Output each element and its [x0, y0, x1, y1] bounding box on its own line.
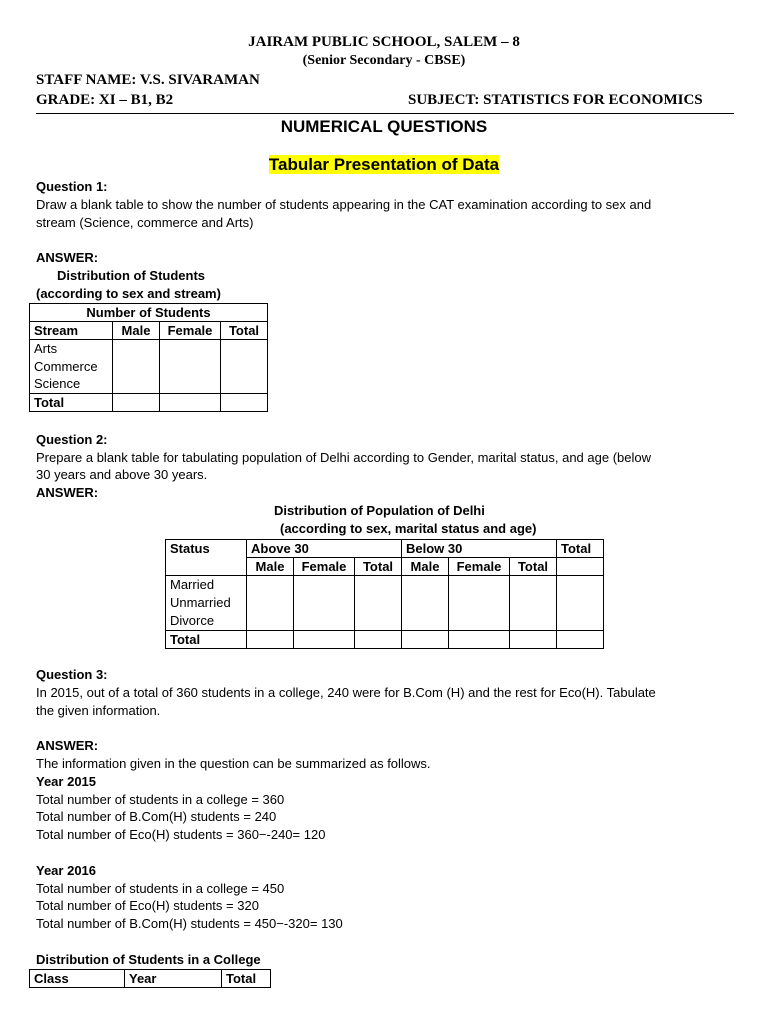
q3-line-5: Total number of Eco(H) students = 320 — [36, 898, 259, 913]
q1-total-female — [160, 393, 221, 411]
q2-cell — [557, 576, 604, 631]
q2-cell — [449, 576, 510, 631]
q2-cell — [449, 631, 510, 649]
q3-line-4: Total number of students in a college = 450 — [36, 881, 285, 896]
q1-table — [29, 303, 268, 412]
q2-header-status: Status — [166, 540, 247, 576]
q1-cell-male — [113, 340, 160, 394]
q3-header-year: Year — [125, 970, 222, 988]
q1-cell-total — [221, 340, 268, 394]
q2-below-female: Female — [449, 558, 510, 576]
q2-text-line2: 30 years and above 30 years. — [36, 467, 208, 482]
q2-above-total: Total — [355, 558, 402, 576]
q3-intro: The information given in the question can be summarized as follows. — [36, 756, 431, 771]
subtitle-highlight: Tabular Presentation of Data — [268, 155, 500, 174]
q3-caption: Distribution of Students in a College — [36, 952, 261, 967]
page-subtitle — [0, 155, 768, 175]
q1-text-line1: Draw a blank table to show the number of students appearing in the CAT examination according to sex and — [36, 197, 652, 212]
q3-line-2: Total number of B.Com(H) students = 240 — [36, 809, 277, 824]
q2-caption-1: Distribution of Population of Delhi — [274, 503, 485, 518]
q3-table — [29, 969, 271, 988]
q3-line-1: Total number of students in a college = 360 — [36, 792, 285, 807]
q2-cell — [294, 576, 355, 631]
q2-header-above: Above 30 — [247, 540, 402, 558]
q1-total-total — [221, 393, 268, 411]
q1-answer-label: ANSWER: — [36, 250, 99, 265]
q2-label: Question 2: — [36, 432, 108, 447]
q1-row-commerce: Commerce — [34, 358, 98, 374]
q2-cell — [247, 631, 294, 649]
q1-caption-1: Distribution of Students — [57, 268, 206, 283]
q3-header-class: Class — [30, 970, 125, 988]
header-rule — [36, 113, 734, 114]
q3-header-total: Total — [222, 970, 271, 988]
q1-header-male: Male — [113, 322, 160, 340]
q3-line-6: Total number of B.Com(H) students = 450−-320= 130 — [36, 916, 343, 931]
q2-table — [165, 539, 604, 649]
q2-subheader-blank — [557, 558, 604, 576]
board-name: (Senior Secondary - CBSE) — [302, 53, 466, 68]
q2-cell — [402, 576, 449, 631]
q2-cell — [247, 576, 294, 631]
q2-cell — [294, 631, 355, 649]
q1-label: Question 1: — [36, 179, 108, 194]
q2-cell — [355, 576, 402, 631]
q1-stream-list — [30, 340, 113, 394]
q2-cell — [355, 631, 402, 649]
q2-row-total: Total — [166, 631, 247, 649]
q2-below-total: Total — [510, 558, 557, 576]
q1-header-total: Total — [221, 322, 268, 340]
q2-header-total: Total — [557, 540, 604, 558]
q1-header-stream: Stream — [30, 322, 113, 340]
page-title: NUMERICAL QUESTIONS — [280, 117, 488, 136]
q2-status-list — [166, 576, 247, 631]
q2-cell — [510, 631, 557, 649]
q2-cell — [402, 631, 449, 649]
q1-caption-2: (according to sex and stream) — [36, 286, 221, 301]
q2-below-male: Male — [402, 558, 449, 576]
q2-text-line1: Prepare a blank table for tabulating population of Delhi according to Gender, marital status, and age (below — [36, 450, 651, 465]
grade: GRADE: XI – B1, B2 — [36, 92, 174, 108]
q2-row-unmarried: Unmarried — [170, 595, 231, 610]
q3-text-line1: In 2015, out of a total of 360 students in a college, 240 were for B.Com (H) and the rest for Eco(H). Tabulate — [36, 685, 656, 700]
q3-text-line2: the given information. — [36, 703, 161, 718]
q1-total-male — [113, 393, 160, 411]
q2-row-married: Married — [170, 577, 215, 592]
q2-cell — [557, 631, 604, 649]
q1-row-arts: Arts — [34, 341, 58, 356]
staff-name: STAFF NAME: V.S. SIVARAMAN — [36, 72, 260, 88]
q3-year-2016: Year 2016 — [36, 863, 97, 878]
q2-answer-label: ANSWER: — [36, 485, 99, 500]
q2-above-female: Female — [294, 558, 355, 576]
q2-cell — [510, 576, 557, 631]
q1-cell-female — [160, 340, 221, 394]
q3-label: Question 3: — [36, 667, 108, 682]
q1-text-line2: stream (Science, commerce and Arts) — [36, 215, 254, 230]
q3-answer-label: ANSWER: — [36, 738, 99, 753]
q2-caption-2: (according to sex, marital status and age) — [280, 521, 537, 536]
q3-year-2015: Year 2015 — [36, 774, 97, 789]
q2-header-below: Below 30 — [402, 540, 557, 558]
subject: SUBJECT: STATISTICS FOR ECONOMICS — [408, 92, 703, 108]
q1-row-total: Total — [30, 393, 113, 411]
q2-row-divorce: Divorce — [170, 613, 215, 628]
q1-row-science: Science — [34, 376, 81, 391]
school-name: JAIRAM PUBLIC SCHOOL, SALEM – 8 — [248, 34, 520, 50]
q2-above-male: Male — [247, 558, 294, 576]
q1-group-header: Number of Students — [30, 304, 268, 322]
q3-line-3: Total number of Eco(H) students = 360−-240= 120 — [36, 827, 326, 842]
q1-header-female: Female — [160, 322, 221, 340]
